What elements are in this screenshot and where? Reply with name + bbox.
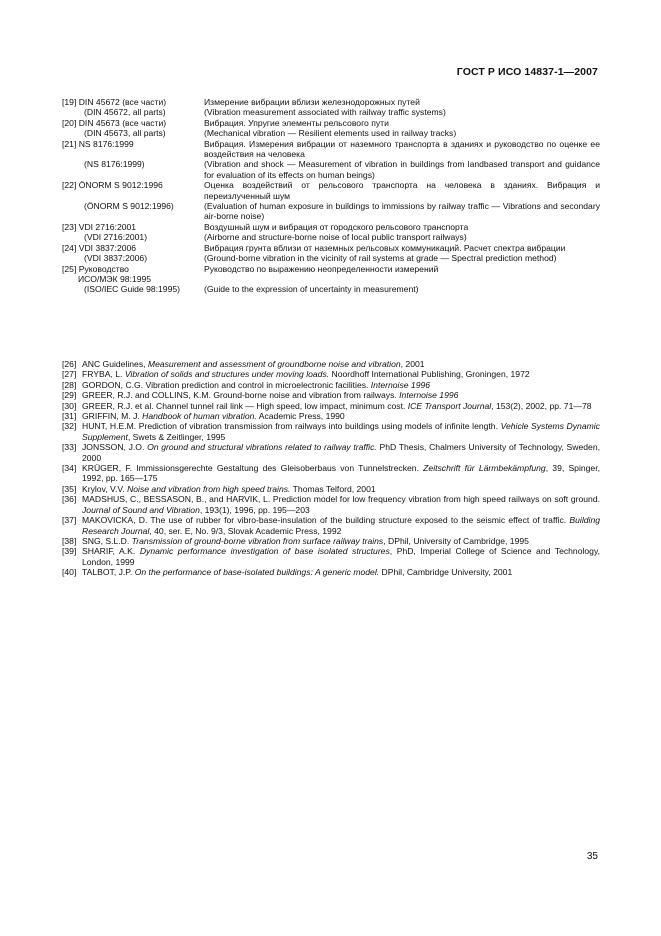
reference-designation-text: [23] VDI 2716:2001 — [62, 221, 137, 232]
reference-segment: , 40, ser. E, No. 9/3, Slovak Academic Press, 1992 — [149, 525, 342, 536]
literature-reference — [62, 515, 600, 536]
reference-title: Руководство по выражению неопределенности измерений — [204, 263, 439, 274]
reference-designation — [62, 180, 204, 201]
reference-designation — [62, 264, 204, 285]
reference-title: Вибрация. Измерения вибрации от наземного транспорта в зданиях и руководство по оценке ее воздействия на человека — [204, 138, 600, 160]
reference-row — [62, 284, 600, 294]
reference-row — [62, 243, 600, 253]
reference-segment: , 2001 — [400, 359, 425, 369]
reference-italic-segment: Dynamic performance investigation of base isolated structures — [139, 546, 390, 557]
reference-designation-text: [21] NS 8176:1999 — [62, 138, 134, 149]
reference-title: Оценка воздействий от рельсового транспорта на человека в зданиях. Вибрация и переизлученный шум — [204, 180, 600, 201]
reference-text — [82, 411, 600, 421]
reference-segment: , 39, Spinger, 1992, pp. 165—175 — [82, 463, 600, 484]
reference-number: [28] — [62, 379, 77, 390]
reference-text — [82, 546, 600, 567]
reference-text — [82, 494, 600, 515]
reference-number: [29] — [62, 390, 77, 401]
literature-reference — [62, 380, 600, 390]
literature-reference — [62, 546, 600, 567]
reference-italic-segment: Vibration of solids and structures under moving loads. — [124, 369, 330, 380]
reference-text — [82, 536, 600, 546]
reference-designation — [62, 201, 204, 222]
reference-text — [82, 567, 600, 577]
reference-segment: DPhil, Cambridge University, 2001 — [379, 567, 513, 578]
reference-segment: GRIFFIN, M. J. — [82, 411, 143, 422]
literature-reference — [62, 421, 600, 442]
reference-designation — [62, 97, 204, 107]
reference-segment: TALBOT, J.P. — [82, 567, 135, 578]
reference-number: [27] — [62, 369, 77, 380]
reference-italic-segment: Transmission of ground-borne vibration from surface railway trains — [131, 535, 384, 546]
reference-segment: Noordhoff International Publishing, Groningen, 1972 — [329, 369, 530, 380]
reference-segment: GREER, R.J. and COLLINS, K.M. Ground-borne noise and vibration from railways. — [82, 390, 400, 401]
reference-text — [82, 484, 600, 494]
reference-number: [34] — [62, 463, 77, 474]
reference-number: [33] — [62, 442, 77, 453]
reference-italic-segment: Internoise 1996 — [370, 379, 431, 390]
reference-title: Воздушный шум и вибрация от городского рельсового транспорта — [204, 221, 469, 232]
reference-number: [40] — [62, 567, 77, 578]
reference-number: [26] — [62, 359, 77, 369]
reference-designation-text: (DIN 45673, all parts) — [84, 128, 166, 139]
reference-row — [62, 139, 600, 160]
reference-italic-segment: Building Research Journal — [82, 515, 600, 536]
reference-title: (Guide to the expression of uncertainty in measurement) — [204, 284, 419, 295]
literature-reference — [62, 442, 600, 463]
reference-segment: ANC Guidelines, — [82, 359, 148, 369]
page-number: 35 — [586, 851, 598, 862]
reference-row — [62, 97, 600, 107]
reference-designation — [62, 118, 204, 128]
reference-designation — [62, 284, 204, 294]
reference-italic-segment: Journal of Sound and Vibration — [82, 504, 200, 515]
reference-designation — [62, 159, 204, 180]
reference-designation — [62, 232, 204, 242]
reference-title: (Mechanical vibration — Resilient elements used in railway tracks) — [204, 128, 457, 139]
literature-reference — [62, 359, 600, 369]
reference-designation-text: [22] ÖNORM S 9012:1996 — [62, 180, 163, 191]
reference-designation-text: (ÖNORM S 9012:1996) — [84, 201, 174, 212]
reference-text — [82, 359, 600, 369]
reference-title: Вибрация грунта вблизи от наземных рельсовых коммуникаций. Расчет спектра вибрации — [204, 242, 566, 253]
document-code-header: ГОСТ Р ИСО 14837-1—2007 — [456, 66, 598, 78]
reference-segment: JONSSON, J.O. — [82, 442, 148, 453]
reference-segment: MAKOVICKA, D. The use of rubber for vibro-base-insulation of the building structure exposed to the seismic effect of traffic. — [82, 515, 570, 526]
reference-number: [37] — [62, 515, 77, 526]
reference-italic-segment: Vehicle Systems Dynamic Supplement — [82, 421, 600, 442]
reference-italic-segment: Zeitschrift für Lärmbekämpfung — [423, 463, 546, 474]
reference-segment: GORDON, C.G. Vibration prediction and control in microelectronic facilities. — [82, 379, 371, 390]
reference-designation-text: (ISO/IEC Guide 98:1995) — [84, 284, 181, 295]
reference-number: [39] — [62, 546, 77, 557]
reference-designation-text: (NS 8176:1999) — [84, 159, 145, 170]
literature-reference — [62, 401, 600, 411]
reference-segment: , PhD, Imperial College of Science and Technology, London, 1999 — [82, 546, 601, 567]
literature-reference — [62, 494, 600, 515]
reference-designation-text: [20] DIN 45673 (все части) — [62, 117, 167, 128]
bibliography-literature-section — [62, 359, 600, 578]
reference-row — [62, 118, 600, 128]
reference-designation — [62, 139, 204, 160]
reference-row — [62, 128, 600, 138]
reference-italic-segment: ICE Transport Journal — [407, 400, 492, 411]
reference-designation — [62, 222, 204, 232]
reference-segment: , 153(2), 2002, pp. 71—78 — [491, 400, 592, 411]
reference-segment: SNG, S.L.D. — [82, 535, 132, 546]
literature-reference — [62, 463, 600, 484]
reference-designation-text: [19] DIN 45672 (все части) — [62, 97, 167, 107]
reference-text — [82, 421, 600, 442]
reference-text — [82, 515, 600, 536]
reference-segment: HUNT, H.E.M. Prediction of vibration transmission from railways into buildings using models of infinite length. — [82, 421, 501, 432]
reference-row — [62, 159, 600, 180]
reference-number: [32] — [62, 421, 77, 432]
reference-designation — [62, 128, 204, 138]
reference-designation-subtext: ИСО/МЭК 98:1995 — [78, 273, 152, 284]
reference-designation — [62, 107, 204, 117]
reference-title: Измерение вибрации вблизи железнодорожных путей — [204, 97, 420, 107]
reference-designation-text: [24] VDI 3837:2006 — [62, 242, 137, 253]
reference-row — [62, 180, 600, 201]
literature-reference — [62, 390, 600, 400]
reference-segment: SHARIF, A.K. — [82, 546, 140, 557]
reference-text — [82, 369, 600, 379]
literature-reference — [62, 484, 600, 494]
reference-segment: , Swets & Zeitlinger, 1995 — [127, 431, 226, 442]
reference-title: (Airborne and structure-borne noise of local public transport railways) — [204, 232, 467, 243]
reference-segment: Krylov, V.V. — [82, 483, 128, 494]
reference-text — [82, 401, 600, 411]
reference-segment: GREER, R.J. et al. Channel tunnel rail link — High speed, low impact, minimum cost. — [82, 400, 408, 411]
reference-title: (Vibration and shock — Measurement of vibration in buildings from landbased transport and guidance for evaluation of its effects on human beings) — [204, 159, 600, 180]
reference-designation — [62, 243, 204, 253]
reference-segment: MADSHUS, C., BESSASON, B., and HARVIK, L. Prediction model for low frequency vibration from high speed railways on soft ground. — [82, 494, 600, 505]
reference-italic-segment: Internoise 1996 — [399, 390, 459, 401]
reference-text — [82, 380, 600, 390]
reference-segment: Academic Press, 1990 — [256, 411, 345, 422]
reference-title: (Vibration measurement associated with railway traffic systems) — [204, 107, 446, 118]
reference-number: [35] — [62, 483, 77, 494]
reference-row — [62, 107, 600, 117]
reference-row — [62, 253, 600, 263]
reference-designation-text: (VDI 3837:2006) — [84, 253, 148, 264]
reference-segment: Thomas Telford, 2001 — [290, 483, 376, 494]
reference-number: [30] — [62, 400, 77, 411]
reference-text — [82, 463, 600, 484]
literature-reference — [62, 369, 600, 379]
reference-segment: FRYBA, L. — [82, 369, 125, 380]
reference-text — [82, 442, 600, 463]
reference-title: (Ground-borne vibration in the vicinity of rail systems at grade — Spectral prediction method) — [204, 253, 557, 264]
reference-italic-segment: Noise and vibration from high speed trains. — [127, 483, 291, 494]
reference-designation — [62, 253, 204, 263]
literature-reference — [62, 567, 600, 577]
reference-number: [36] — [62, 494, 77, 505]
reference-designation-text: (VDI 2716:2001) — [84, 232, 148, 243]
reference-row — [62, 201, 600, 222]
reference-row — [62, 222, 600, 232]
reference-designation-text: [25] Руководство — [62, 263, 129, 274]
reference-italic-segment: Handbook of human vibration. — [142, 411, 257, 422]
reference-italic-segment: On ground and structural vibrations related to railway traffic. — [147, 442, 377, 453]
reference-text — [82, 390, 600, 400]
literature-reference — [62, 536, 600, 546]
reference-italic-segment: Measurement and assessment of groundborne noise and vibration — [147, 359, 401, 369]
reference-segment: KRÜGER, F. Immissionsgerechte Gestaltung des Gleisoberbaus von Tunnelstrecken. — [82, 463, 424, 474]
reference-number: [38] — [62, 535, 77, 546]
reference-designation-text: (DIN 45672, all parts) — [84, 107, 166, 118]
reference-row — [62, 264, 600, 285]
reference-italic-segment: On the performance of base-isolated buildings: A generic model. — [134, 567, 380, 578]
reference-title: (Evaluation of human exposure in buildings to immissions by railway traffic — Vibrations and secondary air-borne noise) — [204, 201, 600, 222]
reference-row — [62, 232, 600, 242]
bibliography-standards-section — [62, 97, 600, 295]
reference-title: Вибрация. Упругие элементы рельсового пути — [204, 117, 389, 128]
reference-segment: , 193(1), 1996, pp. 195—203 — [199, 504, 310, 515]
literature-reference — [62, 411, 600, 421]
reference-segment: , DPhil, University of Cambridge, 1995 — [383, 535, 529, 546]
reference-segment: PhD Thesis, Chalmers University of Technology, Sweden, 2000 — [82, 442, 600, 463]
reference-number: [31] — [62, 411, 77, 422]
